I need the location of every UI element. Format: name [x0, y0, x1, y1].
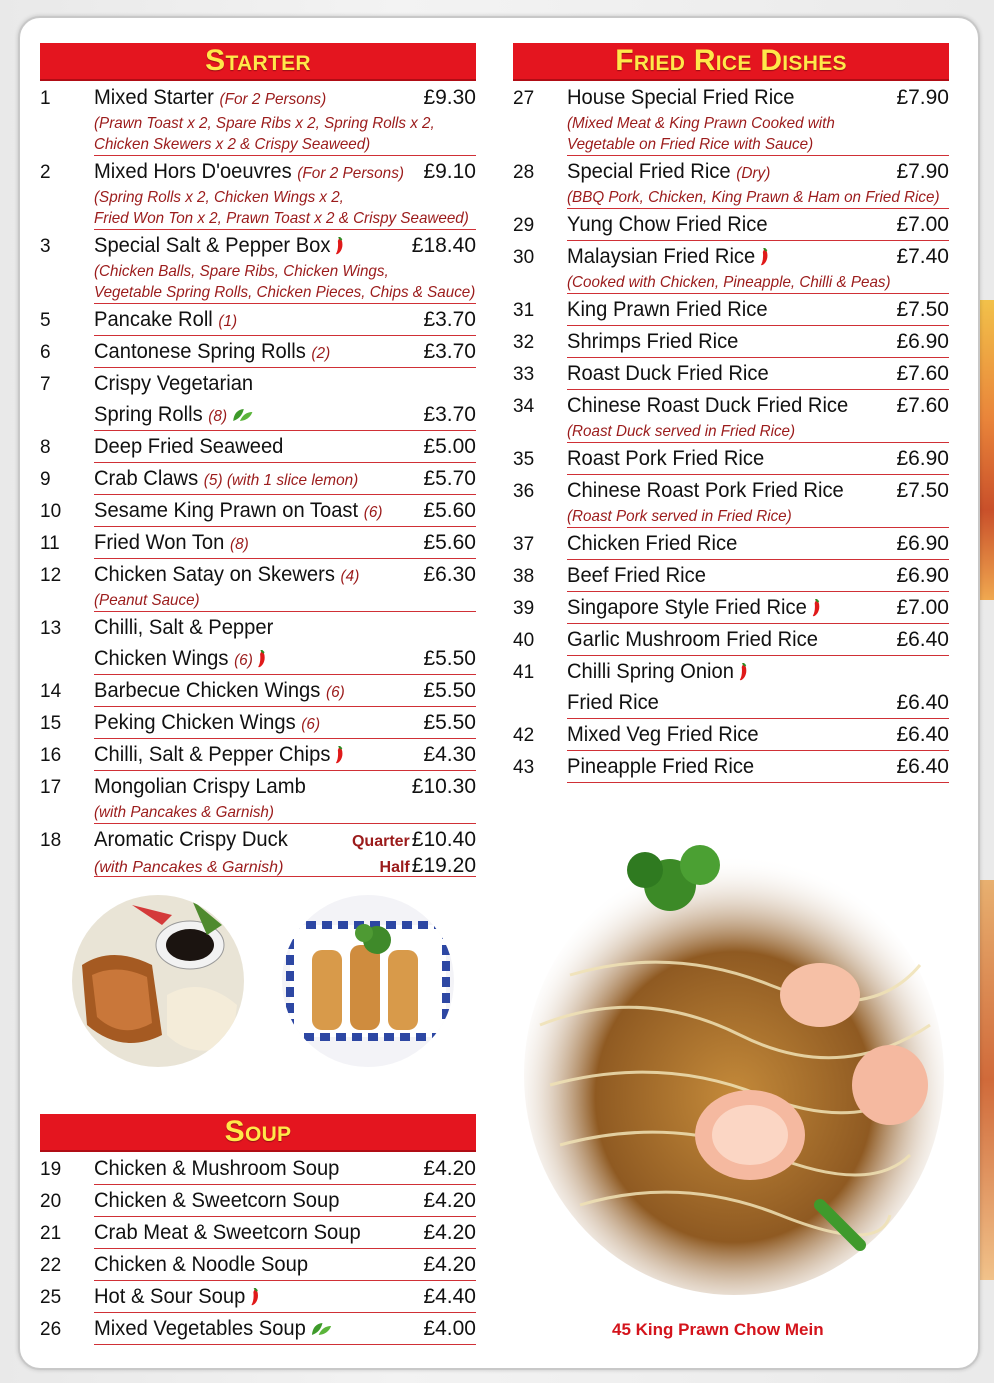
item-description: (with Pancakes & Garnish) — [94, 804, 274, 821]
item-number: 2 — [40, 162, 51, 183]
chilli-icon — [739, 663, 749, 681]
item-number: 1 — [40, 88, 51, 109]
menu-item — [513, 719, 949, 751]
menu-item — [40, 431, 476, 463]
item-price: £6.90 — [896, 564, 949, 587]
item-number: 43 — [513, 757, 535, 778]
menu-item — [513, 326, 949, 358]
item-number: 7 — [40, 374, 51, 395]
menu-item — [40, 675, 476, 707]
item-name: Mixed Vegetables Soup — [94, 1313, 410, 1344]
fried-rice-title-bar — [513, 43, 949, 81]
item-number: 29 — [513, 215, 535, 236]
item-number: 30 — [513, 247, 535, 268]
menu-item — [40, 1153, 476, 1185]
item-number: 34 — [513, 396, 535, 417]
menu-item — [513, 294, 949, 326]
crispy-duck-photo — [72, 895, 244, 1067]
item-name: Deep Fried Seaweed — [94, 435, 284, 458]
item-name: Pineapple Fried Rice — [567, 755, 755, 778]
item-name: Aromatic Crispy Duck — [94, 828, 288, 851]
menu-item — [513, 624, 949, 656]
chow-mein-photo — [520, 825, 948, 1305]
menu-item — [513, 241, 949, 294]
item-price: £7.50 — [896, 479, 949, 502]
item-name: Chilli, Salt & Pepper — [94, 616, 274, 639]
item-number: 28 — [513, 162, 535, 183]
item-name: Peking Chicken Wings (6) — [94, 711, 321, 734]
item-qualifier: (Dry) — [736, 165, 771, 182]
item-number: 3 — [40, 236, 51, 257]
menu-item — [40, 304, 476, 336]
item-number: 32 — [513, 332, 535, 353]
item-number: 11 — [40, 533, 60, 554]
item-number: 27 — [513, 88, 535, 109]
fried-rice-title: Fried Rice Dishes — [615, 44, 847, 77]
menu-item — [40, 707, 476, 739]
item-price: £7.50 — [896, 298, 949, 321]
item-price: £6.90 — [896, 532, 949, 555]
item-name-line2: Chicken Wings (6) — [94, 643, 410, 676]
item-name: Sesame King Prawn on Toast (6) — [94, 499, 383, 522]
menu-item — [40, 1313, 476, 1345]
menu-item — [513, 82, 949, 156]
item-description: (Prawn Toast x 2, Spare Ribs x 2, Spring Rolls x 2, — [94, 115, 435, 132]
item-qualifier: (6) — [363, 504, 383, 521]
item-name: Cantonese Spring Rolls (2) — [94, 340, 331, 363]
menu-item — [40, 463, 476, 495]
item-qualifier: (6) — [301, 716, 321, 733]
item-price: £5.50 — [423, 647, 476, 670]
starter-list — [40, 82, 476, 877]
item-name: Mongolian Crispy Lamb — [94, 775, 306, 798]
item-price: £6.40 — [896, 691, 949, 714]
item-number: 36 — [513, 481, 535, 502]
item-price: £5.70 — [423, 467, 476, 490]
item-description: Vegetable Spring Rolls, Chicken Pieces, Chips & Sauce) — [94, 284, 476, 301]
item-price: £3.70 — [423, 403, 476, 426]
item-description: (Chicken Balls, Spare Ribs, Chicken Wings, — [94, 263, 389, 280]
item-name: Roast Pork Fried Rice — [567, 447, 765, 470]
item-price: £7.60 — [896, 362, 949, 385]
item-qualifier: (2) — [311, 345, 331, 362]
menu-item — [40, 739, 476, 771]
item-description: (BBQ Pork, Chicken, King Prawn & Ham on Fried Rice) — [567, 189, 940, 206]
item-number: 22 — [40, 1255, 62, 1276]
item-name: Beef Fried Rice — [567, 564, 706, 587]
item-number: 35 — [513, 449, 535, 470]
item-price: £10.40 — [411, 828, 476, 851]
item-number: 18 — [40, 830, 62, 851]
item-number: 9 — [40, 469, 51, 490]
menu-item — [40, 156, 476, 230]
item-price: £9.10 — [423, 160, 476, 183]
menu-item — [40, 336, 476, 368]
item-name: Crispy Vegetarian — [94, 372, 254, 395]
starter-title-bar — [40, 43, 476, 81]
spring-rolls-photo — [282, 895, 454, 1067]
item-qualifier: (6) — [234, 652, 253, 669]
soup-list — [40, 1153, 476, 1345]
item-price: £5.60 — [423, 499, 476, 522]
item-number: 40 — [513, 630, 535, 651]
item-number: 10 — [40, 501, 62, 522]
menu-item — [40, 612, 476, 675]
menu-item — [513, 656, 949, 719]
item-number: 15 — [40, 713, 62, 734]
item-number: 31 — [513, 300, 535, 321]
item-number: 13 — [40, 618, 62, 639]
item-price: £10.30 — [411, 775, 476, 798]
item-qualifier: (8) — [208, 408, 228, 425]
menu-item — [40, 1217, 476, 1249]
menu-item — [40, 1281, 476, 1313]
portion-label: Quarter — [351, 833, 410, 850]
item-price: £6.40 — [896, 755, 949, 778]
item-description: Chicken Skewers x 2 & Crispy Seaweed) — [94, 136, 371, 153]
item-name: Pancake Roll (1) — [94, 308, 238, 331]
item-price: £4.20 — [423, 1221, 476, 1244]
item-price: £7.60 — [896, 394, 949, 417]
menu-item — [513, 443, 949, 475]
item-number: 25 — [40, 1287, 62, 1308]
portion-label: Half — [379, 859, 410, 876]
item-number: 20 — [40, 1191, 62, 1212]
item-number: 17 — [40, 777, 62, 798]
item-name: Chinese Roast Pork Fried Rice — [567, 479, 844, 502]
menu-item — [513, 156, 949, 209]
menu-item — [513, 528, 949, 560]
item-description: Vegetable on Fried Rice with Sauce) — [567, 136, 814, 153]
item-number: 37 — [513, 534, 535, 555]
item-qualifier: (For 2 Persons) — [219, 91, 327, 108]
item-divider — [567, 782, 949, 783]
item-name: Special Fried Rice (Dry) — [567, 160, 771, 183]
item-price: £6.30 — [423, 563, 476, 586]
item-price: £6.40 — [896, 723, 949, 746]
menu-item — [513, 358, 949, 390]
item-name: Shrimps Fried Rice — [567, 330, 739, 353]
item-price: £6.90 — [896, 330, 949, 353]
item-description: (Cooked with Chicken, Pineapple, Chilli & Peas) — [567, 274, 891, 291]
item-price: £5.50 — [423, 679, 476, 702]
item-name: Chilli, Salt & Pepper Chips — [94, 739, 410, 770]
item-price: £9.30 — [423, 86, 476, 109]
item-price: £7.40 — [896, 245, 949, 268]
fried-rice-list — [513, 82, 949, 783]
item-qualifier: (4) — [340, 568, 360, 585]
item-number: 6 — [40, 342, 51, 363]
item-price: £4.20 — [423, 1189, 476, 1212]
menu-item — [40, 1249, 476, 1281]
chilli-icon — [335, 237, 345, 255]
item-number: 38 — [513, 566, 535, 587]
item-name: Crab Claws (5) (with 1 slice lemon) — [94, 467, 359, 490]
item-price: £5.50 — [423, 711, 476, 734]
item-name: Barbecue Chicken Wings (6) — [94, 679, 345, 702]
item-price: £4.20 — [423, 1253, 476, 1276]
item-number: 39 — [513, 598, 535, 619]
item-price: £5.60 — [423, 531, 476, 554]
item-number: 14 — [40, 681, 62, 702]
item-number: 8 — [40, 437, 51, 458]
item-number: 16 — [40, 745, 62, 766]
item-name: Chinese Roast Duck Fried Rice — [567, 394, 849, 417]
item-number: 19 — [40, 1159, 62, 1180]
item-price-half: £19.20 — [411, 854, 476, 877]
item-name: Garlic Mushroom Fried Rice — [567, 628, 818, 651]
item-price: £6.40 — [896, 628, 949, 651]
menu-item — [513, 560, 949, 592]
menu-item — [40, 495, 476, 527]
item-name: Chicken Fried Rice — [567, 532, 738, 555]
item-qualifier: (For 2 Persons) — [297, 165, 404, 182]
menu-item — [513, 592, 949, 624]
item-name-line2: Spring Rolls (8) — [94, 399, 410, 432]
item-number: 42 — [513, 725, 535, 746]
item-name-line2: Fried Rice — [567, 691, 659, 714]
item-name: Chilli Spring Onion — [567, 656, 934, 687]
item-description: Fried Won Ton x 2, Prawn Toast x 2 & Crispy Seaweed) — [94, 210, 469, 227]
soup-title-bar — [40, 1114, 476, 1152]
item-name: Malaysian Fried Rice — [567, 241, 883, 272]
menu-item — [40, 527, 476, 559]
menu-item — [40, 771, 476, 824]
item-price: £7.00 — [896, 213, 949, 236]
item-description: (Roast Duck served in Fried Rice) — [567, 423, 796, 440]
vegetarian-leaf-icon — [232, 408, 253, 422]
starter-title: Starter — [205, 44, 311, 77]
item-price: £3.70 — [423, 308, 476, 331]
chilli-icon — [335, 746, 345, 764]
item-description: (Mixed Meat & King Prawn Cooked with — [567, 115, 835, 132]
chilli-icon — [250, 1288, 260, 1306]
menu-item — [40, 559, 476, 612]
item-qualifier: (8) — [229, 536, 249, 553]
item-price: £7.00 — [896, 596, 949, 619]
item-divider — [94, 1344, 476, 1345]
item-price: £7.90 — [896, 86, 949, 109]
item-name: Chicken & Mushroom Soup — [94, 1157, 340, 1180]
item-number: 12 — [40, 565, 62, 586]
item-price: £7.90 — [896, 160, 949, 183]
chilli-icon — [812, 599, 822, 617]
menu-item — [40, 368, 476, 431]
item-price: £5.00 — [423, 435, 476, 458]
item-qualifier: (1) — [218, 313, 238, 330]
menu-item — [40, 824, 476, 877]
item-name: Fried Won Ton (8) — [94, 531, 249, 554]
soup-title: Soup — [224, 1115, 292, 1148]
item-price: £3.70 — [423, 340, 476, 363]
item-name: King Prawn Fried Rice — [567, 298, 768, 321]
item-description: (Roast Pork served in Fried Rice) — [567, 508, 792, 525]
item-name: Chicken & Sweetcorn Soup — [94, 1189, 340, 1212]
item-price: £6.90 — [896, 447, 949, 470]
item-name: Mixed Starter (For 2 Persons) — [94, 86, 327, 109]
item-name: Yung Chow Fried Rice — [567, 213, 768, 236]
menu-item — [40, 82, 476, 156]
item-name: Special Salt & Pepper Box — [94, 230, 399, 261]
item-price: £4.20 — [423, 1157, 476, 1180]
item-number: 21 — [40, 1223, 62, 1244]
item-name: Crab Meat & Sweetcorn Soup — [94, 1221, 361, 1244]
item-description: (Spring Rolls x 2, Chicken Wings x 2, — [94, 189, 344, 206]
menu-item — [513, 475, 949, 528]
item-price: £4.30 — [423, 743, 476, 766]
menu-item — [513, 209, 949, 241]
item-qualifier: (5) (with 1 slice lemon) — [203, 472, 359, 489]
item-description: (with Pancakes & Garnish) — [94, 859, 284, 876]
photo-caption: 45 King Prawn Chow Mein — [612, 1320, 824, 1339]
item-price: £18.40 — [411, 234, 476, 257]
chilli-icon — [258, 650, 268, 668]
item-name: Mixed Veg Fried Rice — [567, 723, 759, 746]
item-number: 26 — [40, 1319, 62, 1340]
item-qualifier: (6) — [325, 684, 345, 701]
item-name: Roast Duck Fried Rice — [567, 362, 769, 385]
item-description: (Peanut Sauce) — [94, 592, 200, 609]
item-name: Hot & Sour Soup — [94, 1281, 410, 1312]
menu-item — [513, 390, 949, 443]
item-name: Mixed Hors D'oeuvres (For 2 Persons) — [94, 160, 404, 183]
menu-item — [40, 230, 476, 304]
item-price: £4.40 — [423, 1285, 476, 1308]
vegetarian-leaf-icon — [311, 1322, 332, 1336]
menu-item — [513, 751, 949, 783]
item-price: £4.00 — [423, 1317, 476, 1340]
item-name: House Special Fried Rice — [567, 86, 795, 109]
chilli-icon — [760, 248, 770, 266]
item-name: Singapore Style Fried Rice — [567, 592, 883, 623]
item-number: 41 — [513, 662, 535, 683]
item-number: 33 — [513, 364, 535, 385]
item-name: Chicken Satay on Skewers (4) — [94, 563, 360, 586]
item-name: Chicken & Noodle Soup — [94, 1253, 309, 1276]
item-number: 5 — [40, 310, 51, 331]
menu-item — [40, 1185, 476, 1217]
